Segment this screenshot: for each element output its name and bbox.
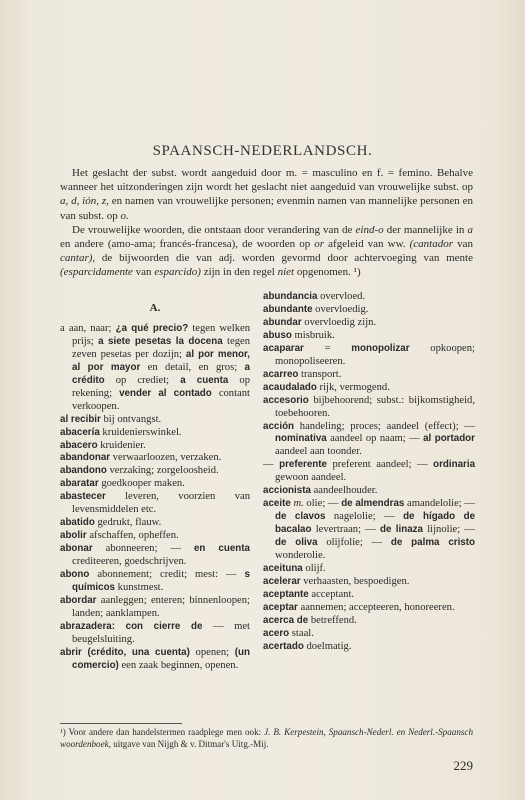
text-run: zijn in den regel — [200, 266, 278, 279]
dictionary-entry — [60, 491, 250, 517]
headword: abandono — [60, 465, 107, 477]
dictionary-entry — [60, 452, 250, 465]
text-run: gewoon aandeel. — [275, 472, 347, 484]
text-run: wonderolie. — [275, 550, 326, 562]
text-run: amandelolie; — — [404, 498, 476, 510]
text-run: tegen zeven pesetas per dozijn; — [72, 335, 251, 360]
italic-text: (cantador — [409, 238, 454, 251]
headword: acaparar — [263, 342, 304, 354]
italic-text: eind-o — [355, 223, 384, 236]
text-run: overvloed. — [317, 291, 366, 302]
text-run: verzaking; zorgeloosheid. — [106, 465, 219, 477]
page-number: 229 — [453, 758, 473, 773]
text-run: staal. — [289, 627, 314, 639]
text-run: abonnement; credit; mest: — — [89, 569, 245, 581]
text-run: aanleggen; enteren; binnenloopen; landen; aanklampen. — [72, 594, 250, 619]
text-run: verhaasten, bespoedigen. — [300, 575, 410, 587]
headword: accesorio — [263, 394, 309, 406]
text-run: crediteeren, goedschrijven. — [72, 556, 187, 568]
dictionary-entry — [60, 530, 250, 543]
text-run: op crediet; — [104, 374, 181, 386]
headword: acción — [263, 420, 295, 432]
headword: al recibir — [60, 413, 101, 425]
dictionary-entry — [60, 465, 250, 478]
headword: ¿a qué precio? — [115, 322, 189, 334]
intro-paragraph — [60, 166, 473, 223]
dictionary-entry — [60, 621, 250, 647]
text-run: gedrukt, flauw. — [94, 517, 162, 529]
dictionary-entry — [263, 498, 475, 563]
text-run: aandeel op naam; — — [326, 433, 424, 445]
headword: aceite — [263, 498, 291, 510]
headword: abandonar — [60, 452, 111, 464]
headword: accionista — [263, 485, 311, 497]
dictionary-entry — [263, 382, 475, 395]
headword: abundante — [263, 303, 313, 315]
dictionary-entry — [60, 323, 250, 414]
text-run: een zaak beginnen, openen. — [118, 659, 239, 671]
headword: s químicos — [72, 569, 250, 594]
text-run: overvloedig zijn. — [301, 316, 377, 328]
text-run: doelmatig. — [303, 640, 352, 652]
text-run: olie; — — [303, 498, 342, 510]
dictionary-entry — [263, 576, 475, 589]
right-column — [263, 291, 475, 654]
dictionary-entry — [263, 628, 475, 641]
headword: acerca de — [263, 614, 309, 626]
text-run: en namen van vrouwelijke personen; evenmin namen van mannelijke personen en van subst. op — [60, 195, 473, 222]
text-run: en andere (amo-ama; francés-francesa), de woorden op — [60, 238, 315, 251]
headword: de hígado de bacalao — [275, 511, 476, 536]
text-run: kruidenierswinkel. — [99, 426, 182, 438]
headword: de oliva — [275, 537, 318, 549]
text-run: van — [132, 266, 155, 279]
headword: abuso — [263, 329, 292, 341]
headword: en cuenta — [193, 543, 250, 555]
text-run: goedkooper maken. — [98, 478, 185, 490]
italic-text: m. — [293, 498, 304, 510]
text-run: van — [453, 238, 473, 251]
italic-text: a — [467, 223, 473, 236]
dictionary-entry — [263, 343, 475, 369]
italic-text: a, d, ión, z, — [60, 195, 109, 208]
intro-text — [60, 166, 473, 280]
headword: acarreo — [263, 368, 299, 380]
headword: al por menor, al por mayor — [72, 348, 250, 373]
headword: acaudalado — [263, 381, 317, 393]
headword: abundar — [263, 316, 302, 328]
headword: a crédito — [72, 361, 250, 386]
headword: de linaza — [380, 524, 423, 536]
dictionary-entry — [263, 641, 475, 654]
headword: acelerar — [263, 575, 301, 587]
headword: abono — [60, 569, 90, 581]
headword: (un comercio) — [72, 646, 250, 671]
dictionary-entry — [263, 304, 475, 317]
dictionary-entry — [60, 543, 250, 569]
text-run: nagelolie; — — [325, 511, 404, 523]
text-run: bij ontvangst. — [100, 413, 162, 425]
headword: abonar — [60, 543, 93, 555]
italic-text: J. B. Kerpestein, Spaansch-Nederl. en Nederl.-Spaansch woordenboek, — [60, 727, 473, 749]
dictionary-entry — [263, 459, 475, 485]
text-run: — met beugelsluiting. — [72, 620, 250, 645]
headword: abacero — [60, 439, 98, 451]
entry-list-left — [60, 323, 250, 673]
section-letter: A. — [149, 302, 161, 314]
dictionary-entry — [263, 395, 475, 421]
text-run: a aan, naar; — [60, 322, 116, 334]
left-column — [60, 293, 250, 673]
italic-text: or — [314, 238, 325, 251]
text-run: olijfolie; — — [317, 537, 391, 549]
dictionary-entry — [263, 330, 475, 343]
text-run: aandeelhouder. — [310, 485, 378, 497]
text-run: transport. — [298, 368, 342, 380]
text-run: levertraan; — — [311, 524, 381, 536]
dictionary-entry — [263, 317, 475, 330]
dictionary-entry — [60, 414, 250, 427]
headword: preferente — [279, 459, 328, 471]
headword: monopolizar — [351, 342, 410, 354]
text-run: overvloedig. — [312, 303, 369, 315]
text-run: kruidenier. — [97, 439, 146, 451]
text-run: olijf. — [302, 563, 326, 575]
dictionary-entry — [263, 589, 475, 602]
dictionary-entry — [263, 369, 475, 382]
headword: abundancia — [263, 291, 318, 302]
headword: ordinaria — [433, 459, 476, 471]
text-run: leveren, voorzien van levensmiddelen etc. — [72, 491, 250, 516]
headword: abastecer — [60, 491, 106, 503]
text-run: lijnolie; — — [423, 524, 475, 536]
dictionary-entry — [60, 569, 250, 595]
headword: vender al contado — [119, 387, 212, 399]
text-run: Het geslacht der subst. wordt aangeduid door m. = masculino en f. = femino. Behalve wanneer het uitzonderingen zijn wordt het geslacht niet aangeduid van vrouwelijke subst. op — [60, 167, 473, 194]
text-run: abonneeren; — — [92, 543, 194, 555]
headword: aceituna — [263, 563, 303, 575]
text-run: aannemen; accepteeren, honoreeren. — [297, 601, 455, 613]
text-run: afschaffen, opheffen. — [86, 530, 179, 542]
headword: acertado — [263, 640, 304, 652]
text-run: rijk, vermogend. — [316, 381, 390, 393]
italic-text: niet — [277, 266, 295, 279]
dictionary-entry — [263, 485, 475, 498]
headword: abolir — [60, 530, 87, 542]
headword: a cuenta — [180, 374, 229, 386]
headword: abatido — [60, 517, 95, 529]
dictionary-entry — [263, 291, 475, 304]
text-run: misbruik. — [291, 329, 335, 341]
headword: abacería — [60, 426, 100, 438]
entry-list-right — [263, 291, 475, 654]
headword: abordar — [60, 594, 97, 606]
text-run: = — [303, 342, 352, 354]
headword: aceptar — [263, 601, 298, 613]
dictionary-entry — [60, 647, 250, 673]
text-run: betreffend. — [308, 614, 357, 626]
dictionary-entry — [263, 602, 475, 615]
text-run: bijbehoorend; subst.: bijkomstigheid, toebehooren. — [275, 394, 475, 419]
dictionary-entry — [60, 517, 250, 530]
headword: abrir (crédito, una cuenta) — [60, 646, 190, 658]
headword: acero — [263, 627, 290, 639]
text-run: opkoopen; monopoliseeren. — [275, 342, 475, 367]
text-run: de bijwoorden die van adj. worden gevormd door achtervoeging van mente — [95, 252, 473, 265]
headword: abaratar — [60, 478, 99, 490]
text-run: — — [263, 459, 280, 471]
text-run: verwaarloozen, verzaken. — [110, 452, 222, 464]
headword: abrazadera: con cierre de — [60, 620, 203, 632]
italic-text: (esparcidamente — [60, 266, 133, 279]
headword: a siete pesetas la docena — [98, 335, 223, 347]
dictionary-entry — [60, 427, 250, 440]
page-title: SPAANSCH-NEDERLANDSCH. — [152, 143, 373, 159]
text-run: kunstmest. — [115, 582, 164, 594]
dictionary-entry — [263, 563, 475, 576]
dictionary-entry — [263, 615, 475, 628]
text-run: der mannelijke in — [383, 223, 468, 236]
footnote — [60, 727, 473, 750]
text-run: contant verkoopen. — [72, 387, 250, 412]
text-run: ¹) Voor andere dan handelstermen raadplege men ook: — [60, 727, 265, 737]
italic-text: o. — [120, 209, 129, 222]
italic-text: cantar), — [60, 252, 96, 265]
italic-text: esparcido) — [154, 266, 201, 279]
text-run: openen; — [189, 646, 235, 658]
text-run: tegen welken prijs; — [72, 322, 250, 347]
headword: nominativa — [275, 433, 327, 445]
footnote-rule — [60, 723, 182, 724]
headword: de clavos — [275, 511, 326, 523]
text-run: en detail, en gros; — [140, 361, 245, 373]
intro-paragraph — [60, 223, 473, 280]
dictionary-entry — [60, 595, 250, 621]
text-run: op rekening; — [72, 374, 250, 399]
headword: de palma cristo — [390, 537, 475, 549]
text-run: opgenomen. ¹) — [294, 266, 361, 279]
dictionary-entry — [60, 478, 250, 491]
text-run: handeling; proces; aandeel (effect); — — [294, 420, 475, 432]
headword: aceptante — [263, 588, 309, 600]
text-run: afgeleid van ww. — [324, 238, 410, 251]
text-run: aandeel aan toonder. — [275, 446, 362, 458]
text-run: acceptant. — [308, 588, 355, 600]
dictionary-entry — [263, 421, 475, 460]
headword: al portador — [423, 433, 475, 445]
text-run: preferent aandeel; — — [327, 459, 434, 471]
text-run: De vrouwelijke woorden, die ontstaan door verandering van de — [72, 223, 356, 236]
headword: de almendras — [341, 498, 405, 510]
dictionary-entry — [60, 440, 250, 453]
text-run: uitgave van Nijgh & v. Ditmar's Uitg.-Mij. — [110, 738, 269, 749]
